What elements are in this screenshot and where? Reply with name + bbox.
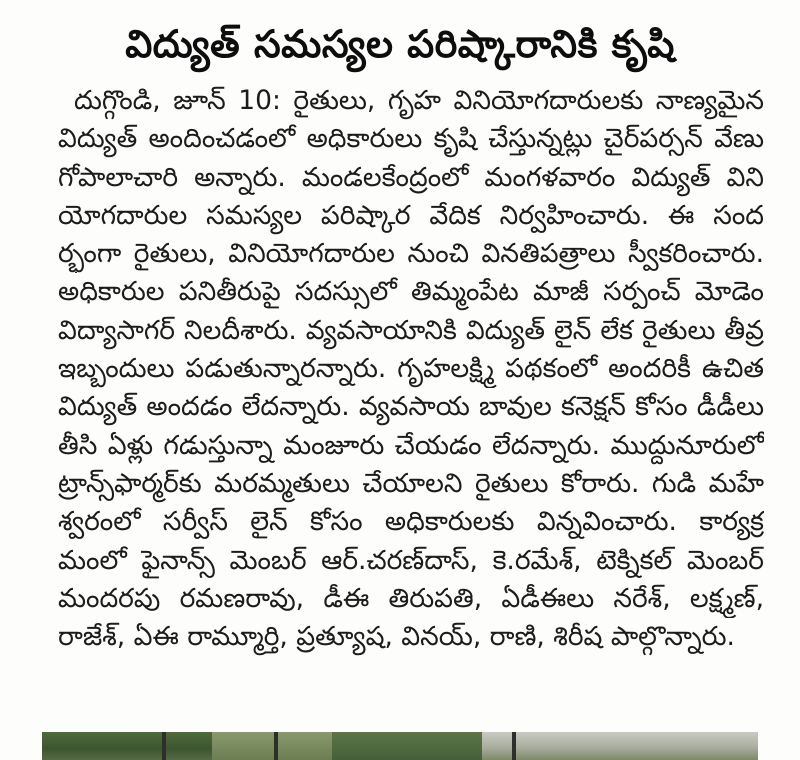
article-line: తీసి ఏళ్లు గడుస్తున్నా మంజూరు చేయడం లేదన్నారు. ముద్దునూరులో xyxy=(58,429,764,461)
headline: విద్యుత్ సమస్యల పరిష్కారానికి కృషి xyxy=(125,22,675,66)
article-body xyxy=(58,82,764,656)
article-line: రాజేశ్, ఏఈ రామ్మూర్తి, ప్రత్యూష, వినయ్, రాణి, శిరీష పాల్గొన్నారు. xyxy=(58,621,735,653)
article-line: మందరపు రమణరావు, డీఈ తిరుపతి, ఏడీఈలు నరేశ్, లక్ష్మణ్, xyxy=(58,582,764,614)
article-line: యోగదారుల సమస్యల పరిష్కార వేదిక నిర్వహించారు. ఈ సంద xyxy=(58,199,764,231)
article-line: శ్వరంలో సర్వీస్ లైన్ కోసం అధికారులకు విన్నవించారు. కార్యక్ర xyxy=(58,506,764,538)
article-line: విద్యుత్ అందించడంలో అధికారులు కృషి చేస్తున్నట్లు చైర్‌పర్సన్ వేణు xyxy=(58,123,764,155)
article-line: దుగ్గొండి, జూన్ 10: రైతులు, గృహ వినియోగదారులకు నాణ్యమైన xyxy=(74,85,764,116)
article-line: విద్యుత్ అందడం లేదన్నారు. వ్యవసాయ బావుల కనెక్షన్ కోసం డీడీలు xyxy=(58,391,764,423)
article-line: అధికారుల పనితీరుపై సదస్సులో తిమ్మంపేట మాజీ సర్పంచ్ మోడెం xyxy=(58,276,764,308)
article-line: ఇబ్బందులు పడుతున్నారన్నారు. గృహలక్ష్మి పథకంలో అందరికీ ఉచిత xyxy=(58,353,764,385)
article-line: విద్యాసాగర్ నిలదీశారు. వ్యవసాయానికి విద్యుత్ లైన్ లేక రైతులు తీవ్ర xyxy=(58,314,764,346)
article-line: ర్భంగా రైతులు, వినియోగదారుల నుంచి వినతిపత్రాలు స్వీకరించారు. xyxy=(58,238,764,270)
article-line: మంలో ఫైనాన్స్ మెంబర్ ఆర్.చరణ్‌దాస్, కె.రమేశ్, టెక్నికల్ మెంబర్ xyxy=(58,544,764,576)
news-photo xyxy=(42,732,758,760)
article-line: గోపాలాచారి అన్నారు. మండలకేంద్రంలో మంగళవారం విద్యుత్ విని xyxy=(58,161,764,193)
article-line: ట్రాన్స్‌ఫార్మర్‌కు మరమ్మతులు చేయాలని రైతులు కోరారు. గుడి మహే xyxy=(58,467,764,499)
